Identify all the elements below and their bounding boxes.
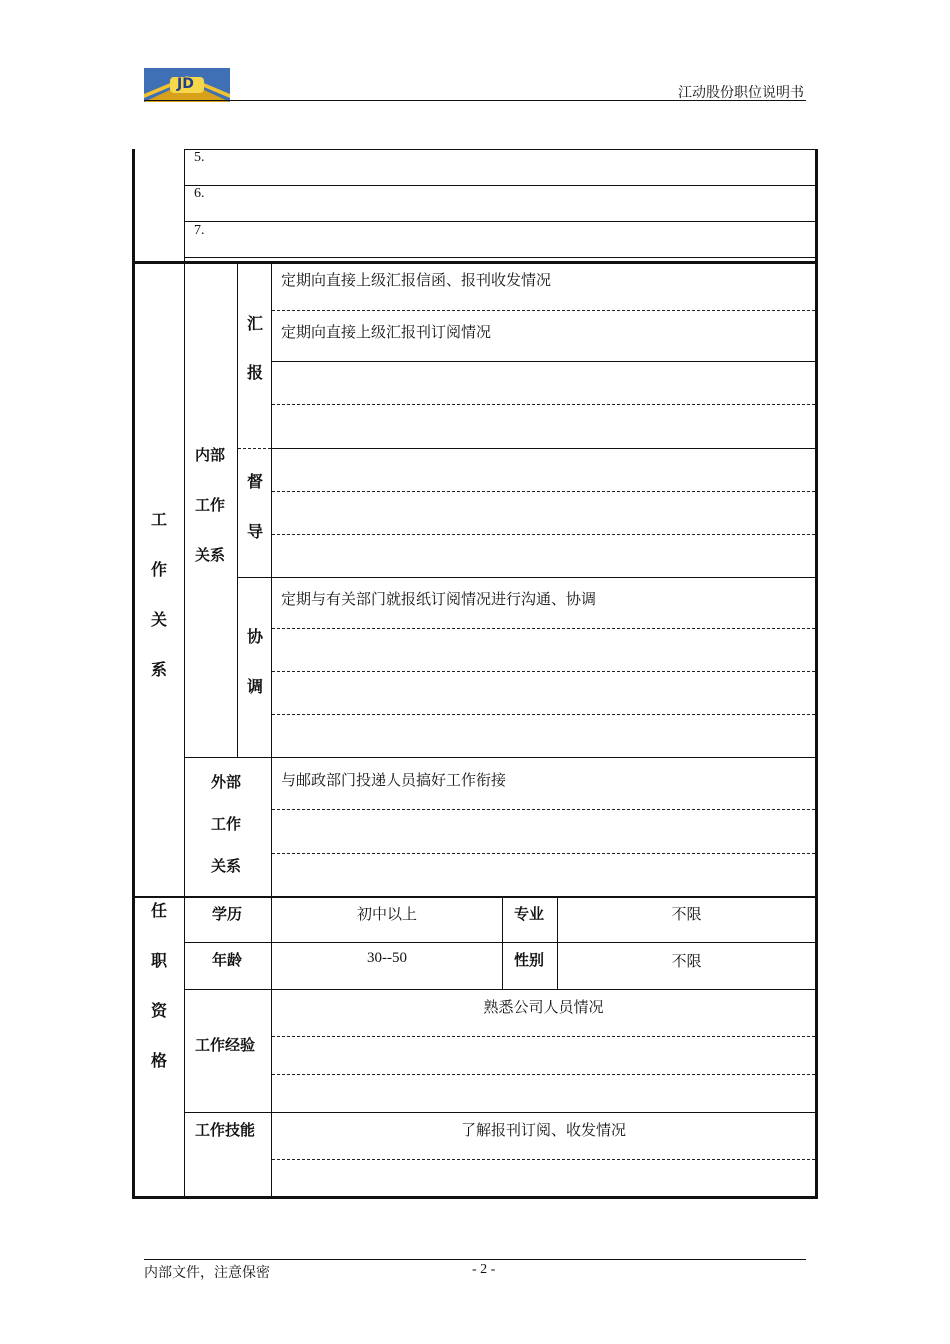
- column-divider-section: [184, 149, 185, 1198]
- supervise-label-char: 导: [246, 522, 263, 541]
- page-number: - 2 -: [472, 1262, 496, 1277]
- age-label: 年龄: [212, 951, 243, 969]
- coordinate-label-char: 协: [246, 627, 263, 646]
- coordinate-line: 定期与有关部门就报纸订阅情况进行沟通、协调: [281, 592, 597, 608]
- skills-value: 了解报刊订阅、收发情况: [460, 1123, 626, 1139]
- duty-row-line: [184, 221, 815, 222]
- skills-label: 工作技能: [195, 1121, 256, 1139]
- supervise-label-char: 督: [246, 472, 263, 491]
- section-title-char: 任: [150, 901, 167, 920]
- gender-label: 性别: [514, 951, 545, 969]
- footer-rule: [144, 1259, 806, 1260]
- skills-dashed-line: [272, 1159, 815, 1160]
- internal-label: 内部: [195, 446, 226, 464]
- external-label: 外部: [211, 773, 242, 791]
- table-left-border: [132, 149, 135, 1199]
- report-dashed-line: [272, 310, 815, 311]
- supervise-dashed-line: [272, 491, 815, 492]
- experience-dashed-line: [272, 1074, 815, 1075]
- section-title-char: 格: [150, 1051, 167, 1070]
- age-value: 30--50: [367, 950, 407, 966]
- internal-label: 关系: [195, 546, 226, 564]
- coordinate-dashed-line: [272, 714, 815, 715]
- coordinate-dashed-line: [272, 671, 815, 672]
- confidentiality-note: 内部文件，注意保密: [144, 1266, 270, 1281]
- section-divider-2: [132, 896, 818, 898]
- document-title: 江动股份职位说明书: [678, 86, 804, 101]
- experience-dashed-line: [272, 1036, 815, 1037]
- external-dashed-line: [272, 809, 815, 810]
- report-line: 定期向直接上级汇报信函、报刊收发情况: [281, 273, 552, 289]
- section-title-char: 作: [150, 560, 167, 579]
- category-dashed-divider: [238, 448, 271, 449]
- qual-row-line: [184, 989, 815, 990]
- report-row-line: [272, 361, 815, 362]
- section-title-char: 系: [150, 660, 167, 679]
- report-dashed-line: [272, 404, 815, 405]
- column-divider-internal: [237, 261, 238, 758]
- gender-value: 不限: [671, 954, 702, 970]
- major-label: 专业: [514, 905, 545, 923]
- duty-row-line: [184, 185, 815, 186]
- coordinate-dashed-line: [272, 628, 815, 629]
- duty-row-top: [184, 149, 815, 150]
- supervise-dashed-line: [272, 534, 815, 535]
- internal-bottom-line: [184, 757, 815, 758]
- external-label: 工作: [211, 815, 242, 833]
- table-right-border: [815, 149, 818, 1199]
- header-rule: [144, 100, 806, 101]
- duty-item: 7.: [194, 223, 205, 238]
- company-logo: [144, 68, 230, 102]
- duty-row-line: [184, 257, 815, 258]
- section-divider-1: [132, 261, 818, 264]
- qual-column-divider: [502, 897, 503, 990]
- education-value: 初中以上: [356, 907, 417, 923]
- duty-item: 5.: [194, 150, 205, 165]
- table-bottom-border: [132, 1196, 818, 1199]
- logo-text: JD: [177, 76, 194, 92]
- experience-label: 工作经验: [195, 1036, 256, 1054]
- education-label: 学历: [212, 905, 243, 923]
- duty-item: 6.: [194, 186, 205, 201]
- report-label-char: 报: [246, 363, 263, 382]
- section-title-char: 关: [150, 610, 167, 629]
- internal-label: 工作: [195, 496, 226, 514]
- qual-row-line: [184, 1112, 815, 1113]
- coordinate-label-char: 调: [246, 677, 263, 696]
- section-title-char: 资: [150, 1001, 167, 1020]
- qual-row-line: [184, 942, 815, 943]
- section-title-char: 职: [150, 951, 167, 970]
- supervise-bottom-line: [238, 577, 815, 578]
- column-divider-category: [271, 261, 272, 897]
- experience-value: 熟悉公司人员情况: [483, 1000, 604, 1016]
- external-label: 关系: [211, 857, 242, 875]
- section-title-char: 工: [150, 510, 167, 529]
- external-line: 与邮政部门投递人员搞好工作衔接: [281, 773, 507, 789]
- external-dashed-line: [272, 853, 815, 854]
- report-line: 定期向直接上级汇报刊订阅情况: [281, 325, 492, 341]
- report-label-char: 汇: [246, 314, 263, 333]
- report-bottom-line: [272, 448, 815, 449]
- major-value: 不限: [671, 907, 702, 923]
